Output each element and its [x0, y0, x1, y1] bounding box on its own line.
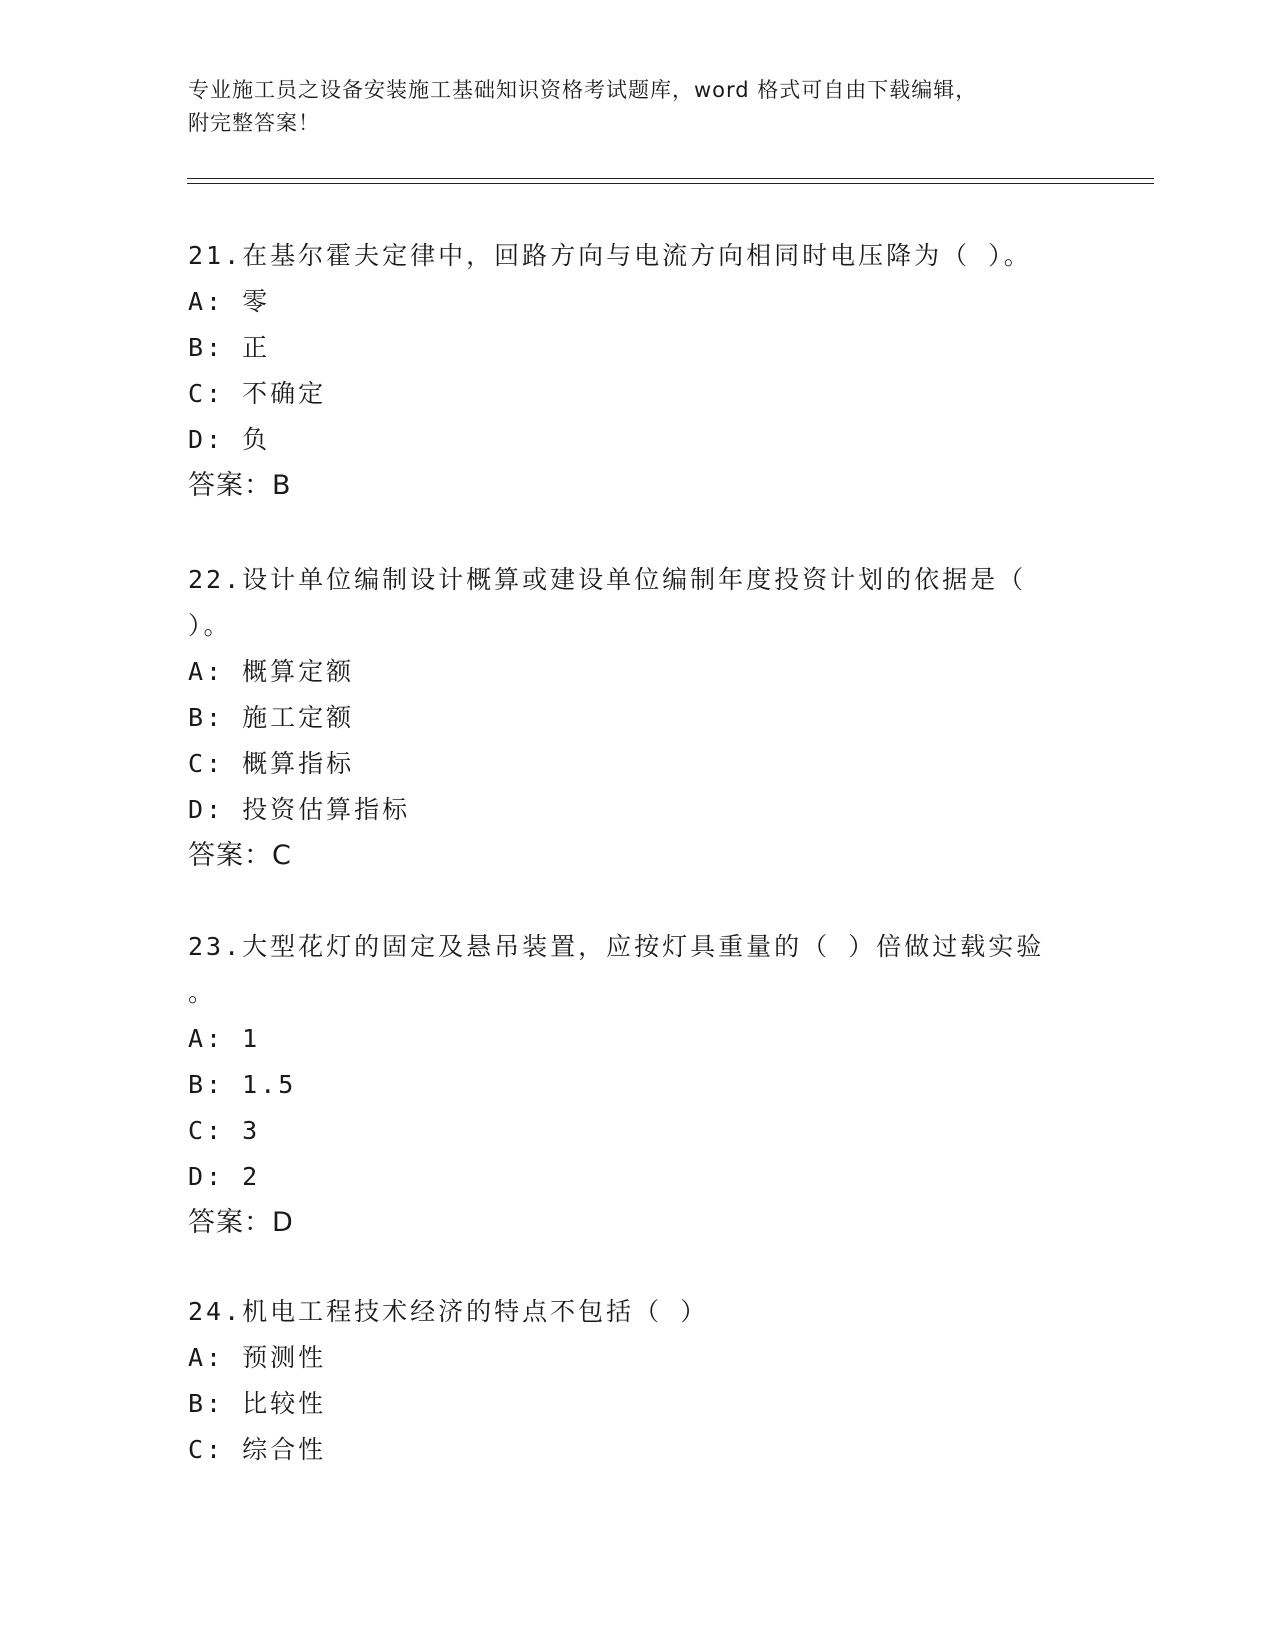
header-line-2: 附完整答案！ — [188, 111, 320, 135]
question-stem-continued: ）。 — [188, 611, 232, 640]
option-c: C: 不确定 — [188, 379, 327, 408]
option-b: B: 比较性 — [188, 1389, 327, 1418]
question-stem: 21.在基尔霍夫定律中，回路方向与电流方向相同时电压降为（ ）。 — [188, 241, 1032, 270]
option-b: B: 1.5 — [188, 1070, 297, 1099]
option-a: A: 1 — [188, 1024, 261, 1053]
header-line-1: 专业施工员之设备安装施工基础知识资格考试题库，word 格式可自由下载编辑， — [188, 78, 978, 102]
question-23 — [188, 924, 1088, 1246]
question-stem: 22.设计单位编制设计概算或建设单位编制年度投资计划的依据是（ — [188, 565, 1027, 594]
option-c: C: 综合性 — [188, 1435, 327, 1464]
option-c: C: 3 — [188, 1116, 261, 1145]
document-header — [188, 74, 1088, 140]
option-b: B: 施工定额 — [188, 703, 355, 732]
question-stem-continued: 。 — [188, 978, 217, 1007]
option-d: D: 负 — [188, 425, 271, 454]
option-a: A: 零 — [188, 287, 271, 316]
answer-line: 答案：C — [188, 840, 292, 871]
option-a: A: 预测性 — [188, 1343, 327, 1372]
option-c: C: 概算指标 — [188, 749, 355, 778]
answer-line: 答案：D — [188, 1207, 294, 1238]
option-a: A: 概算定额 — [188, 657, 355, 686]
question-24 — [188, 1289, 1088, 1473]
question-21 — [188, 233, 1088, 509]
question-22 — [188, 557, 1088, 879]
question-stem: 24.机电工程技术经济的特点不包括（ ） — [188, 1297, 709, 1326]
option-d: D: 2 — [188, 1162, 261, 1191]
header-divider-bottom — [187, 183, 1154, 184]
header-divider-top — [187, 178, 1154, 179]
option-b: B: 正 — [188, 333, 271, 362]
option-d: D: 投资估算指标 — [188, 795, 411, 824]
answer-line: 答案：B — [188, 470, 292, 501]
question-stem: 23.大型花灯的固定及悬吊装置，应按灯具重量的（ ）倍做过载实验 — [188, 932, 1045, 961]
